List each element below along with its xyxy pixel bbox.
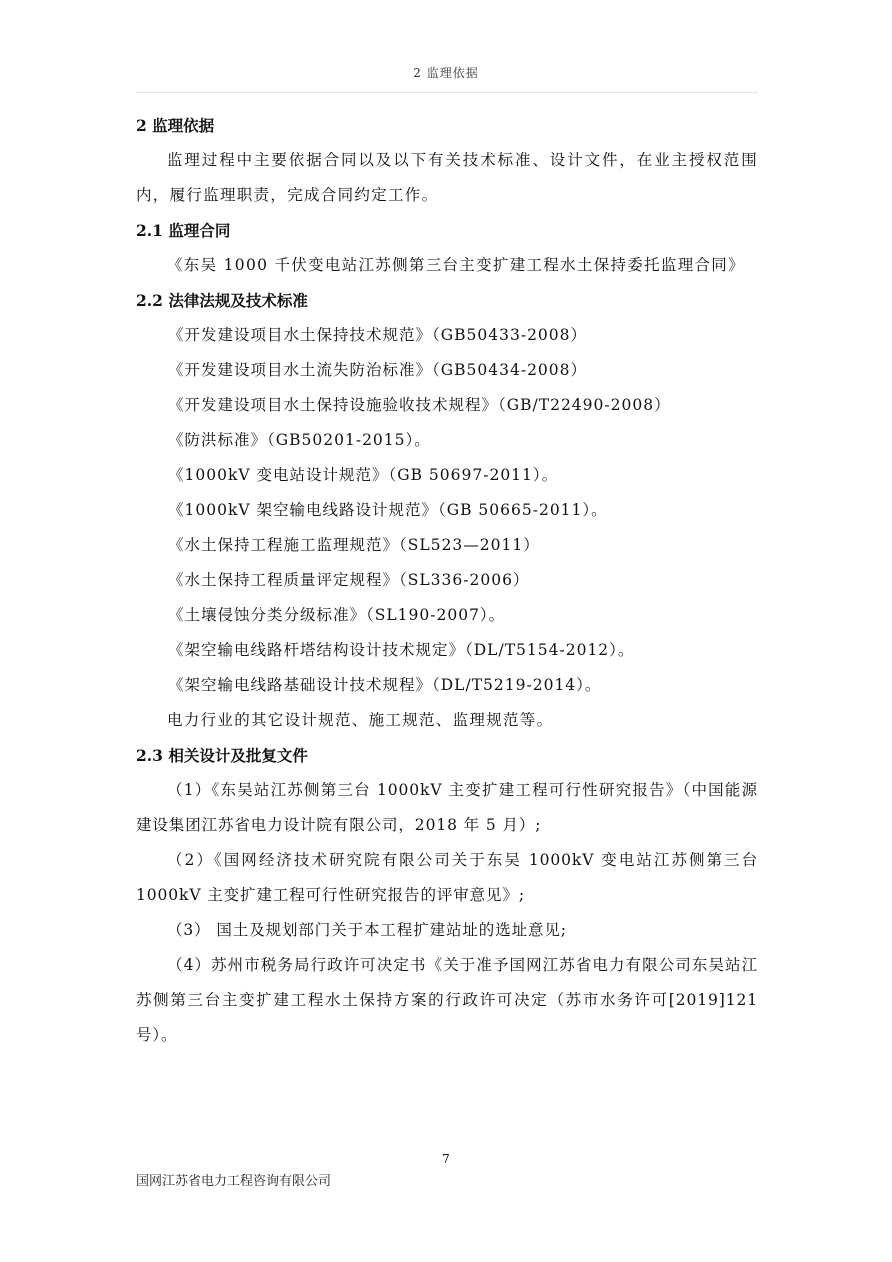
standard-item: 《开发建设项目水土流失防治标准》（GB50434-2008） [168, 361, 588, 379]
running-header: 2 监理依据 [413, 66, 479, 80]
contract-text: 《东吴 1000 千伏变电站江苏侧第三台主变扩建工程水土保持委托监理合同》 [167, 256, 745, 274]
section-title: 2 监理依据 [136, 116, 215, 135]
footer-organization: 国网江苏省电力工程咨询有限公司 [136, 1174, 332, 1189]
subsection-title-standards: 2.2 法律法规及技术标准 [136, 291, 308, 310]
subsection-title-contract: 2.1 监理合同 [136, 221, 231, 240]
page-number: 7 [442, 1152, 450, 1166]
standard-item: 《架空输电线路基础设计技术规程》（DL/T5219-2014）。 [168, 676, 602, 694]
section-intro: 监理过程中主要依据合同以及以下有关技术标准、设计文件，在业主授权范围内，履行监理职责，完成合同约定工作。 [136, 151, 758, 204]
standard-item: 《水土保持工程施工监理规范》（SL523—2011） [168, 536, 540, 554]
standard-item: 《1000kV 变电站设计规范》（GB 50697-2011）。 [168, 466, 559, 484]
header-rule [136, 92, 758, 93]
standard-item: 《开发建设项目水土保持设施验收技术规程》（GB/T22490-2008） [168, 396, 671, 414]
design-doc-item: （4）苏州市税务局行政许可决定书《关于准予国网江苏省电力有限公司东吴站江苏侧第三台主变扩建工程水土保持方案的行政许可决定（苏市水务许可[2019]121 号）。 [136, 956, 758, 1044]
standard-item: 《开发建设项目水土保持技术规范》（GB50433-2008） [168, 326, 588, 344]
standard-item: 《防洪标准》（GB50201-2015）。 [168, 431, 431, 449]
subsection-title-design-docs: 2.3 相关设计及批复文件 [136, 746, 308, 765]
standard-item: 《1000kV 架空输电线路设计规范》（GB 50665-2011）。 [168, 501, 608, 519]
page-content [136, 108, 758, 1053]
design-doc-item: （2）《国网经济技术研究院有限公司关于东吴 1000kV 变电站江苏侧第三台 1000kV 主变扩建工程可行性研究报告的评审意见》; [136, 851, 758, 904]
design-doc-item: （1）《东吴站江苏侧第三台 1000kV 主变扩建工程可行性研究报告》（中国能源建设集团江苏省电力设计院有限公司，2018 年 5 月）; [136, 781, 758, 834]
standard-item: 《水土保持工程质量评定规程》（SL336-2006） [168, 571, 530, 589]
standard-item: 《架空输电线路杆塔结构设计技术规定》（DL/T5154-2012）。 [168, 641, 635, 659]
design-doc-item: （3） 国土及规划部门关于本工程扩建站址的选址意见; [167, 921, 567, 939]
standard-item: 《土壤侵蚀分类分级标准》（SL190-2007）。 [168, 606, 506, 624]
standard-item-other: 电力行业的其它设计规范、施工规范、监理规范等。 [167, 711, 554, 729]
